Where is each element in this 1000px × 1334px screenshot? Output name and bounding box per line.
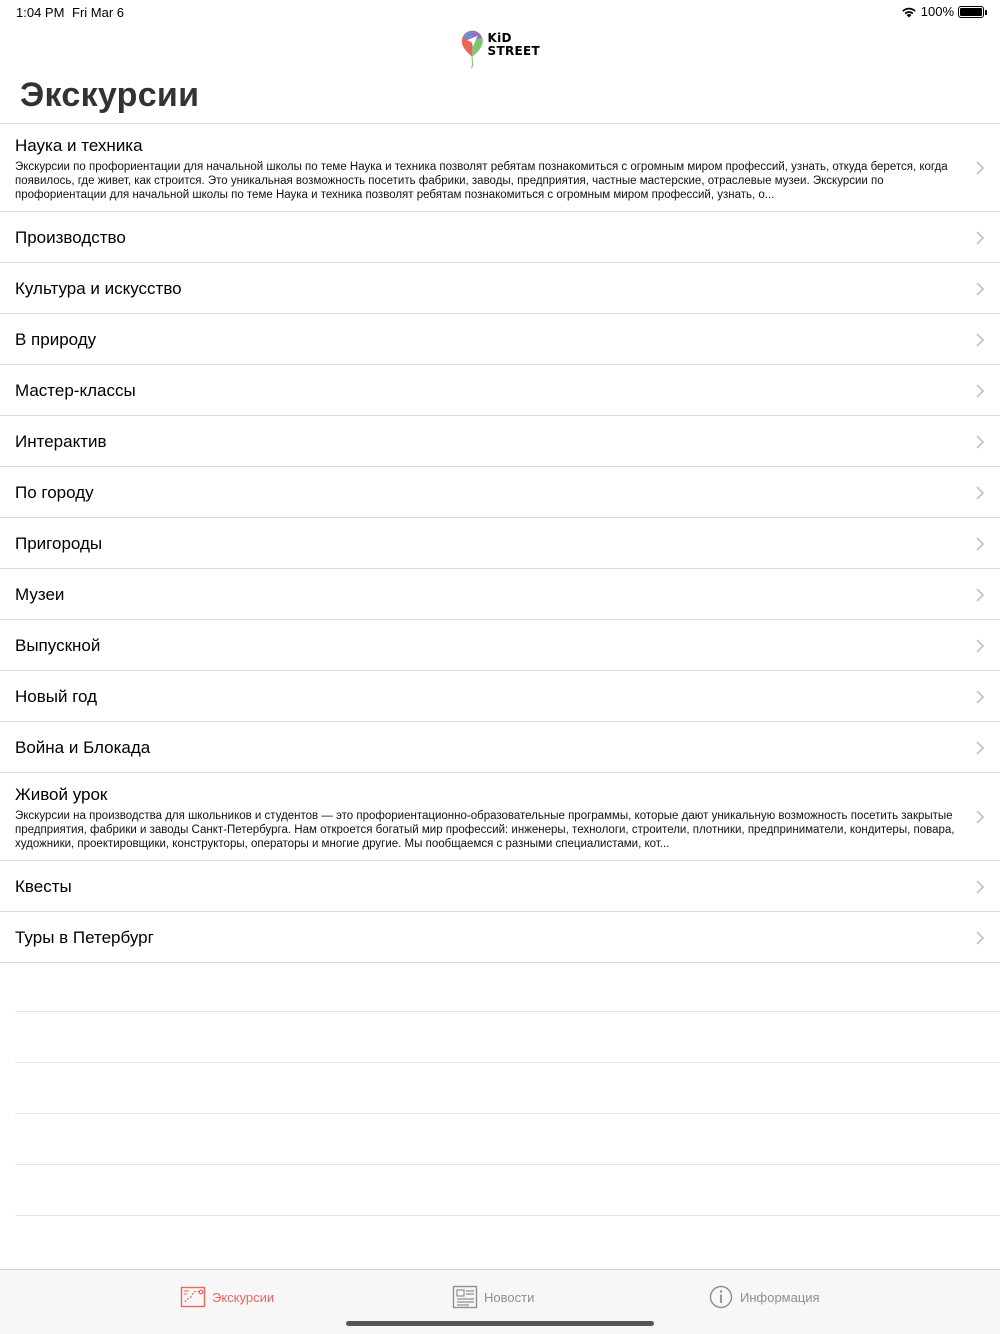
tab-news[interactable] bbox=[452, 1284, 534, 1310]
list-item-interactive[interactable] bbox=[0, 415, 1000, 466]
tab-excursions[interactable] bbox=[180, 1284, 274, 1310]
info-icon bbox=[708, 1285, 734, 1309]
tab-info-label: Информация bbox=[740, 1289, 820, 1305]
list-item-science[interactable] bbox=[0, 123, 1000, 211]
list-item-live-lesson[interactable] bbox=[0, 772, 1000, 860]
divider bbox=[15, 1215, 1000, 1266]
newspaper-icon bbox=[452, 1285, 478, 1309]
list-item-description: Экскурсии по профориентации для начальной школы по теме Наука и техника позволят ребятам познакомиться с огромным миром профессий, узнать, откуда берется, когда появилось, где живет, как строится. Это уникальная возможность посетить фабрики, заводы, предприятия, частные мастерские, отраслевые музеи. Экскурсии по профориентации для начальной школы по теме Наука и техника позволят ребятам познакомиться с огромным миром профессий, узнать, о... bbox=[15, 161, 948, 201]
chevron-right-icon bbox=[976, 486, 984, 500]
chevron-right-icon bbox=[976, 810, 984, 824]
map-icon bbox=[180, 1285, 206, 1309]
chevron-right-icon bbox=[976, 435, 984, 449]
list-item-nature[interactable] bbox=[0, 313, 1000, 364]
list-item-title: Музеи bbox=[15, 585, 65, 604]
divider bbox=[15, 1164, 1000, 1215]
list-item-title: Выпускной bbox=[15, 636, 101, 655]
chevron-right-icon bbox=[976, 741, 984, 755]
list-item-title: Живой урок bbox=[15, 785, 108, 804]
divider bbox=[15, 1062, 1000, 1113]
chevron-right-icon bbox=[976, 880, 984, 894]
list-item-tours[interactable] bbox=[0, 911, 1000, 962]
chevron-right-icon bbox=[976, 537, 984, 551]
status-bar bbox=[0, 0, 1000, 24]
chevron-right-icon bbox=[976, 931, 984, 945]
chevron-right-icon bbox=[976, 282, 984, 296]
list-divider bbox=[0, 962, 1000, 963]
logo-text bbox=[488, 32, 540, 58]
chevron-right-icon bbox=[976, 639, 984, 653]
list-item-title: Новый год bbox=[15, 687, 98, 706]
list-item-title: В природу bbox=[15, 330, 97, 349]
chevron-right-icon bbox=[976, 690, 984, 704]
logo-line2: STREET bbox=[487, 44, 540, 58]
list-item-title: Война и Блокада bbox=[15, 738, 151, 757]
battery-icon bbox=[958, 6, 984, 18]
status-indicators bbox=[901, 4, 984, 19]
list-item-museums[interactable] bbox=[0, 568, 1000, 619]
list-item-title: Интерактив bbox=[15, 432, 107, 451]
list-item-title: Культура и искусство bbox=[15, 279, 182, 298]
list-item-city[interactable] bbox=[0, 466, 1000, 517]
battery-percent: 100% bbox=[920, 4, 954, 19]
list-item-title: Мастер-классы bbox=[15, 381, 136, 400]
page-title: Экскурсии bbox=[20, 76, 200, 114]
list-item-title: По городу bbox=[15, 483, 94, 502]
chevron-right-icon bbox=[976, 161, 984, 175]
chevron-right-icon bbox=[976, 333, 984, 347]
tab-news-label: Новости bbox=[484, 1289, 535, 1305]
status-time: 1:04 PM bbox=[16, 5, 65, 20]
balloon-logo-icon bbox=[460, 26, 485, 72]
list-item-title: Квесты bbox=[15, 877, 72, 896]
list-item-suburbs[interactable] bbox=[0, 517, 1000, 568]
list-item-title: Пригороды bbox=[15, 534, 103, 553]
list-item-culture[interactable] bbox=[0, 262, 1000, 313]
list-item-title: Наука и техника bbox=[15, 136, 143, 155]
home-indicator[interactable] bbox=[346, 1321, 654, 1326]
list-item-production[interactable] bbox=[0, 211, 1000, 262]
wifi-icon bbox=[901, 6, 917, 18]
logo-line1: KiD bbox=[487, 31, 512, 45]
chevron-right-icon bbox=[976, 231, 984, 245]
list-item-quests[interactable] bbox=[0, 860, 1000, 911]
chevron-right-icon bbox=[976, 588, 984, 602]
tab-excursions-label: Экскурсии bbox=[212, 1289, 275, 1305]
status-date: Fri Mar 6 bbox=[72, 5, 124, 20]
app-logo bbox=[460, 26, 540, 72]
empty-list-area bbox=[15, 1011, 1000, 1266]
divider bbox=[15, 1113, 1000, 1164]
list-item-title: Производство bbox=[15, 228, 126, 247]
category-list bbox=[0, 123, 1000, 963]
list-item-masterclasses[interactable] bbox=[0, 364, 1000, 415]
tab-info[interactable] bbox=[708, 1284, 820, 1310]
chevron-right-icon bbox=[976, 384, 984, 398]
list-item-new-year[interactable] bbox=[0, 670, 1000, 721]
list-item-war-blockade[interactable] bbox=[0, 721, 1000, 772]
list-item-description: Экскурсии на производства для школьников и студентов — это профориентационно-образовательные программы, которые дают уникальную возможность посетить закрытые предприятия, фабрики и заводы Санкт-Петербурга. Нам откроется богатый мир профессий: инженеры, технологи, строители, плотники, предприниматели, кондитеры, повара, художники, проектировщики, конструкторы, операторы и многие другие. Мы пообщаемся с разными специалистами, кот... bbox=[15, 810, 955, 850]
list-item-graduation[interactable] bbox=[0, 619, 1000, 670]
list-item-title: Туры в Петербург bbox=[15, 928, 154, 947]
divider bbox=[15, 1011, 1000, 1062]
